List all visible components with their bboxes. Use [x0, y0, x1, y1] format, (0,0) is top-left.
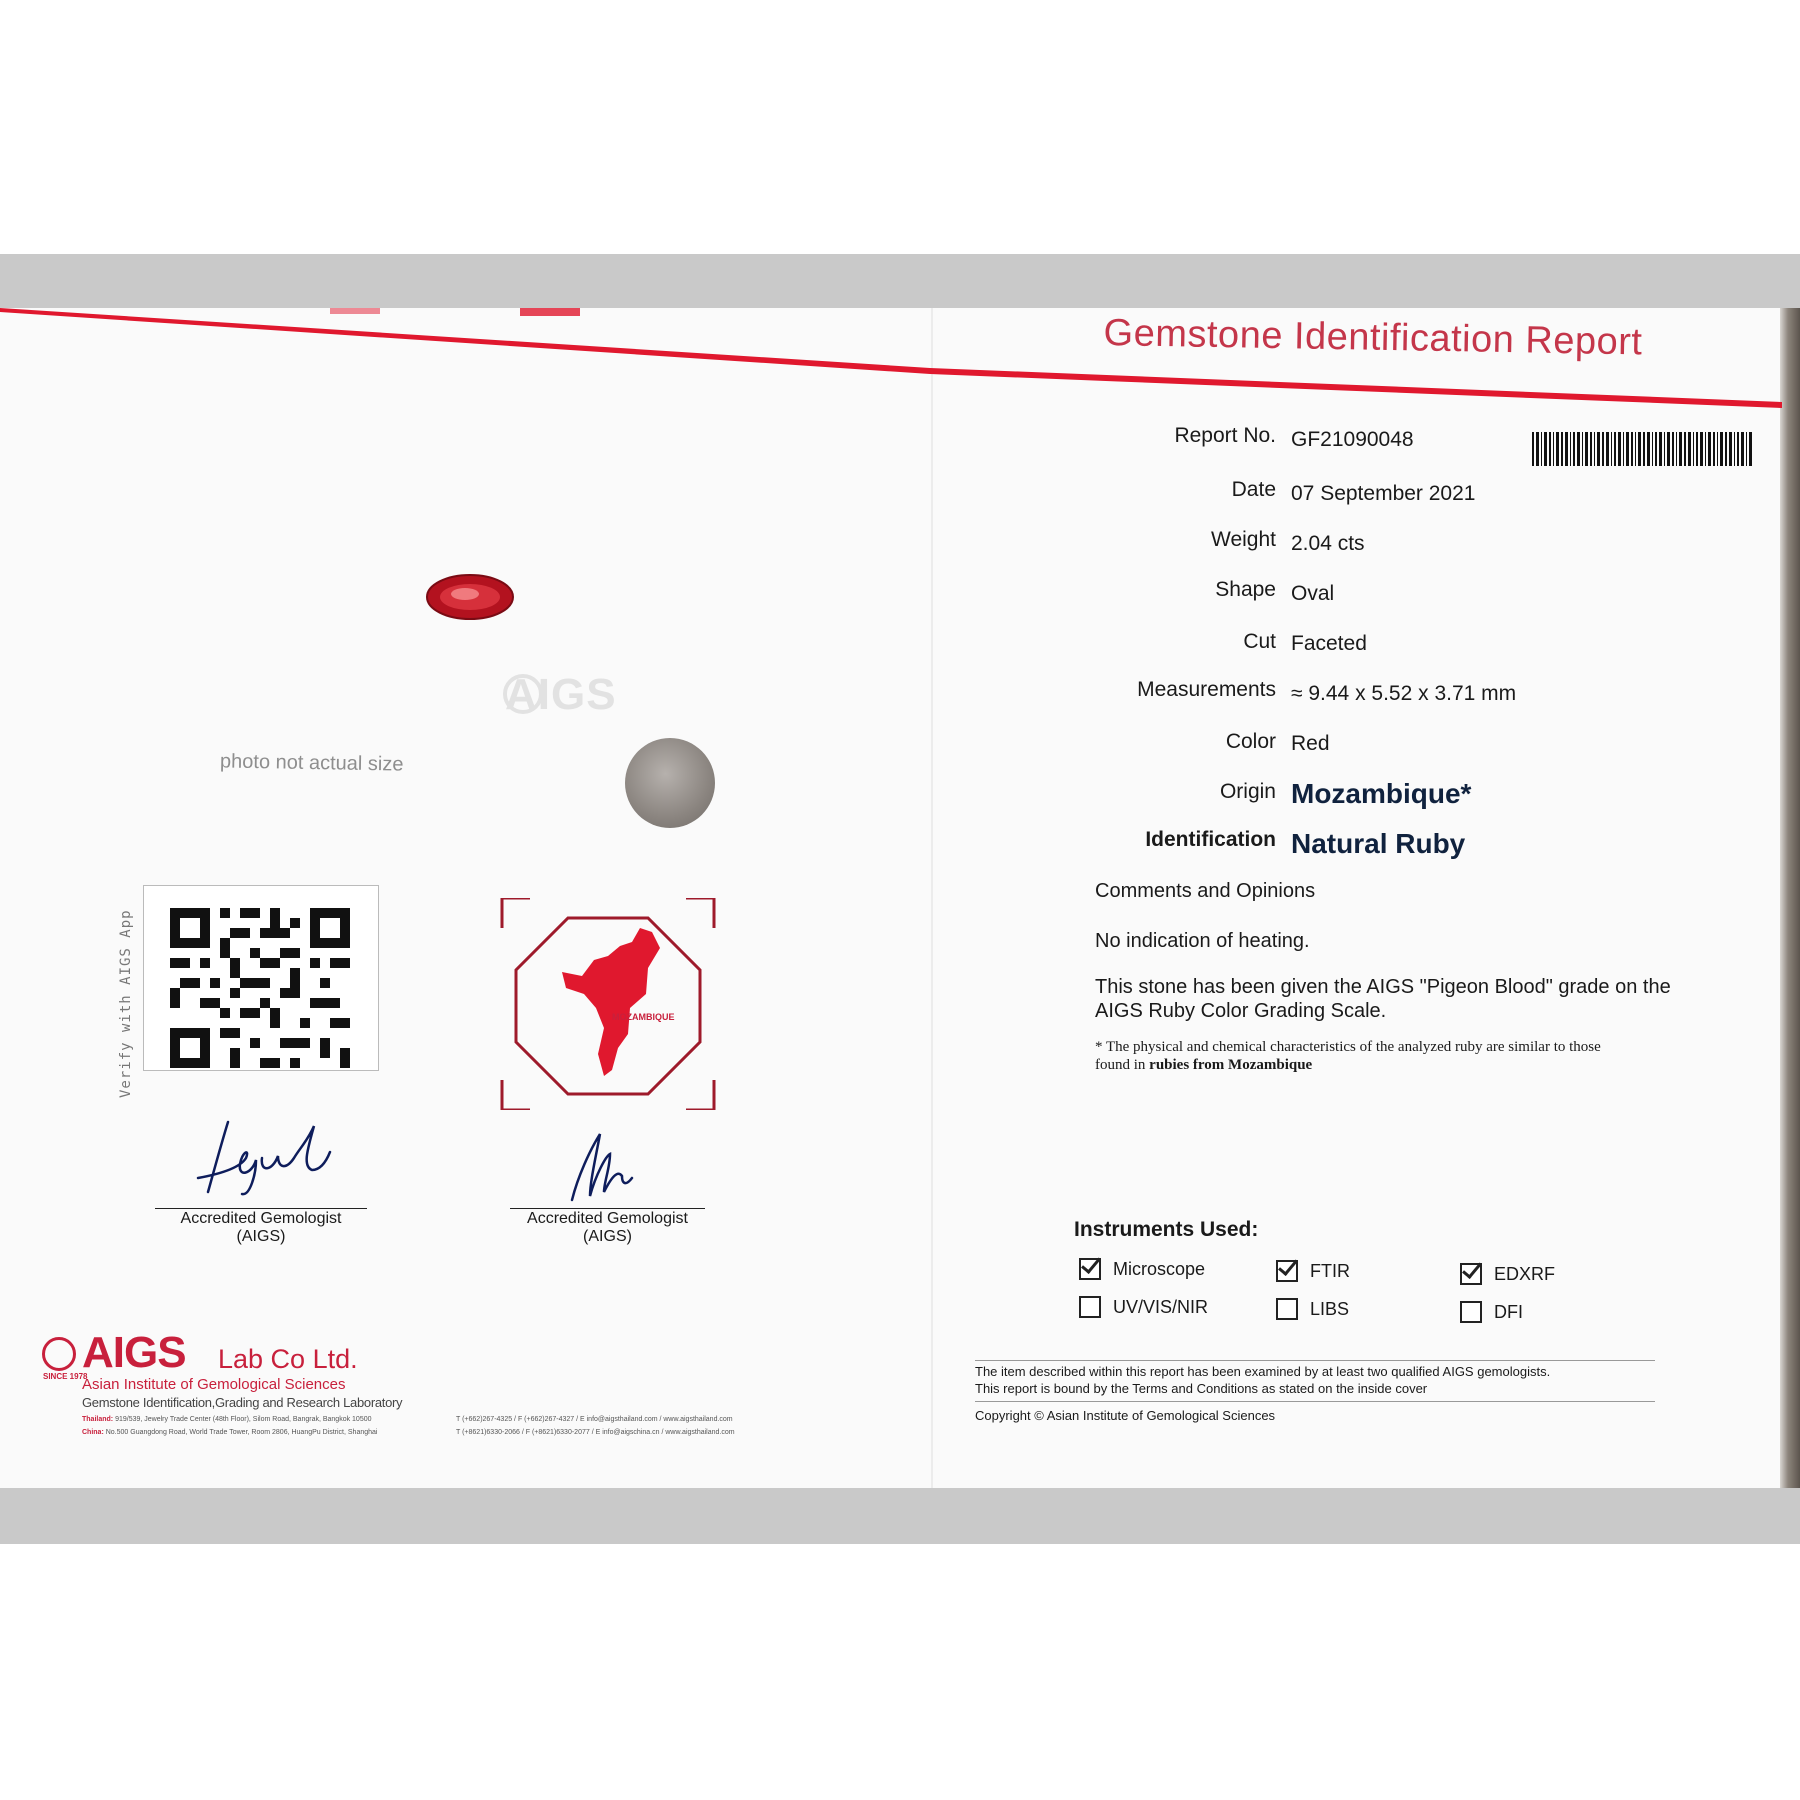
ruby-gem-photo — [425, 572, 515, 622]
photo-size-note: photo not actual size — [219, 750, 404, 776]
value-weight: 2.04 cts — [1291, 532, 1365, 555]
signer-org: (AIGS) — [583, 1228, 632, 1245]
label-color: Color — [1225, 730, 1276, 753]
china-address — [82, 1429, 377, 1436]
aigs-emblem-icon — [42, 1337, 76, 1371]
instrument-label: LIBS — [1310, 1298, 1350, 1319]
label-origin: Origin — [1219, 780, 1276, 803]
lab-name-suffix: Lab Co Ltd. — [218, 1344, 358, 1374]
unchecked-box-icon — [1460, 1301, 1482, 1323]
label-shape: Shape — [1215, 578, 1276, 601]
instruments-title: Instruments Used: — [1074, 1218, 1259, 1241]
value-cut: Faceted — [1291, 632, 1367, 655]
certificate-document — [0, 308, 1800, 1488]
china-contact: T (+8621)6330-2066 / F (+8621)6330-2077 / E info@aigschina.cn / www.aigsthailand.com — [456, 1429, 735, 1436]
footer-rule-bottom — [975, 1401, 1655, 1402]
signer-title: Accredited Gemologist — [180, 1210, 342, 1227]
value-identification: Natural Ruby — [1291, 828, 1466, 859]
signature-1 — [190, 1118, 340, 1198]
value-origin: Mozambique* — [1291, 778, 1472, 809]
institute-name: Asian Institute of Gemological Sciences — [82, 1376, 346, 1393]
comments-label: Comments and Opinions — [1095, 880, 1316, 902]
instrument-label: UV/VIS/NIR — [1113, 1296, 1209, 1317]
mozambique-origin-map — [500, 898, 716, 1110]
instrument-ftir — [1276, 1260, 1350, 1282]
thailand-addr-text: 919/539, Jewelry Trade Center (48th Floor), Silom Road, Bangrak, Bangkok 10500 — [115, 1416, 372, 1423]
label-weight: Weight — [1211, 528, 1276, 551]
signature-line-1 — [155, 1208, 367, 1209]
unchecked-box-icon — [1079, 1296, 1101, 1318]
value-report-no: GF21090048 — [1291, 428, 1414, 451]
thailand-address — [82, 1416, 372, 1423]
thailand-label: Thailand: — [82, 1416, 114, 1423]
instrument-dfi — [1460, 1301, 1523, 1323]
signature-line-2 — [510, 1208, 705, 1209]
instrument-edxrf — [1460, 1263, 1555, 1285]
instrument-label: Microscope — [1113, 1258, 1206, 1279]
checked-box-icon — [1276, 1260, 1298, 1282]
china-label: China: — [82, 1429, 104, 1436]
value-shape: Oval — [1291, 582, 1335, 605]
label-report-no: Report No. — [1174, 424, 1276, 447]
report-title: Gemstone Identification Report — [1103, 312, 1643, 364]
footnote-text: * The physical and chemical characteristics of the analyzed ruby are similar to those — [1095, 1039, 1601, 1055]
footnote-text-2: found in — [1095, 1057, 1146, 1073]
signature-2 — [560, 1126, 650, 1206]
signer-org: (AIGS) — [236, 1228, 286, 1245]
aigs-logo: AIGS — [82, 1328, 186, 1377]
label-identification: Identification — [1145, 828, 1276, 851]
page-fold — [931, 308, 933, 1488]
qr-code[interactable] — [170, 908, 350, 1068]
instrument-label: DFI — [1494, 1301, 1523, 1322]
instrument-label: EDXRF — [1494, 1263, 1556, 1284]
value-measurements: ≈ 9.44 x 5.52 x 3.71 mm — [1291, 682, 1517, 705]
footer-copyright: Copyright © Asian Institute of Gemological Sciences — [975, 1408, 1276, 1423]
reference-coin — [625, 738, 715, 828]
label-measurements: Measurements — [1137, 678, 1276, 701]
instrument-uvvisnir — [1079, 1296, 1208, 1318]
map-country-label: MOZAMBIQUE — [612, 1012, 675, 1022]
paper-edge — [1780, 308, 1800, 1488]
logo-since-badge: SINCE 1978 — [43, 1372, 88, 1381]
signature-caption-2 — [510, 1210, 705, 1246]
signature-caption-1 — [155, 1210, 367, 1246]
origin-footnote — [1095, 1038, 1675, 1074]
china-addr-text: No.500 Guangdong Road, World Trade Tower, Room 2806, HuangPu District, Shanghai — [105, 1429, 378, 1436]
comment-grade-line2: AIGS Ruby Color Grading Scale. — [1095, 1000, 1387, 1022]
comment-grade-line1: This stone has been given the AIGS "Pigeon Blood" grade on the — [1095, 976, 1671, 998]
instrument-microscope — [1079, 1258, 1205, 1280]
instrument-libs — [1276, 1298, 1349, 1320]
unchecked-box-icon — [1276, 1298, 1298, 1320]
footer-rule-top — [975, 1360, 1655, 1361]
instrument-label: FTIR — [1310, 1260, 1350, 1281]
footnote-bold: rubies from Mozambique — [1149, 1057, 1313, 1073]
footer-terms: This report is bound by the Terms and Conditions as stated on the inside cover — [975, 1381, 1428, 1396]
value-date: 07 September 2021 — [1291, 482, 1476, 505]
value-color: Red — [1291, 732, 1330, 755]
signer-title: Accredited Gemologist — [527, 1210, 688, 1227]
barcode — [1532, 432, 1754, 466]
bottom-gray-band — [0, 1488, 1800, 1544]
verify-app-text: Verify with AIGS App — [118, 909, 134, 1098]
footer-examined: The item described within this report has been examined by at least two qualified AIGS gemologists. — [975, 1364, 1551, 1379]
aigs-watermark: AIGS — [505, 670, 617, 719]
comment-heating: No indication of heating. — [1095, 930, 1310, 952]
top-gray-band — [0, 254, 1800, 308]
thailand-contact: T (+662)267-4325 / F (+662)267-4327 / E info@aigsthailand.com / www.aigsthailand.com — [456, 1416, 733, 1423]
checked-box-icon — [1460, 1263, 1482, 1285]
label-date: Date — [1231, 478, 1276, 501]
label-cut: Cut — [1243, 630, 1276, 653]
checked-box-icon — [1079, 1258, 1101, 1280]
lab-tagline: Gemstone Identification,Grading and Research Laboratory — [82, 1395, 403, 1410]
